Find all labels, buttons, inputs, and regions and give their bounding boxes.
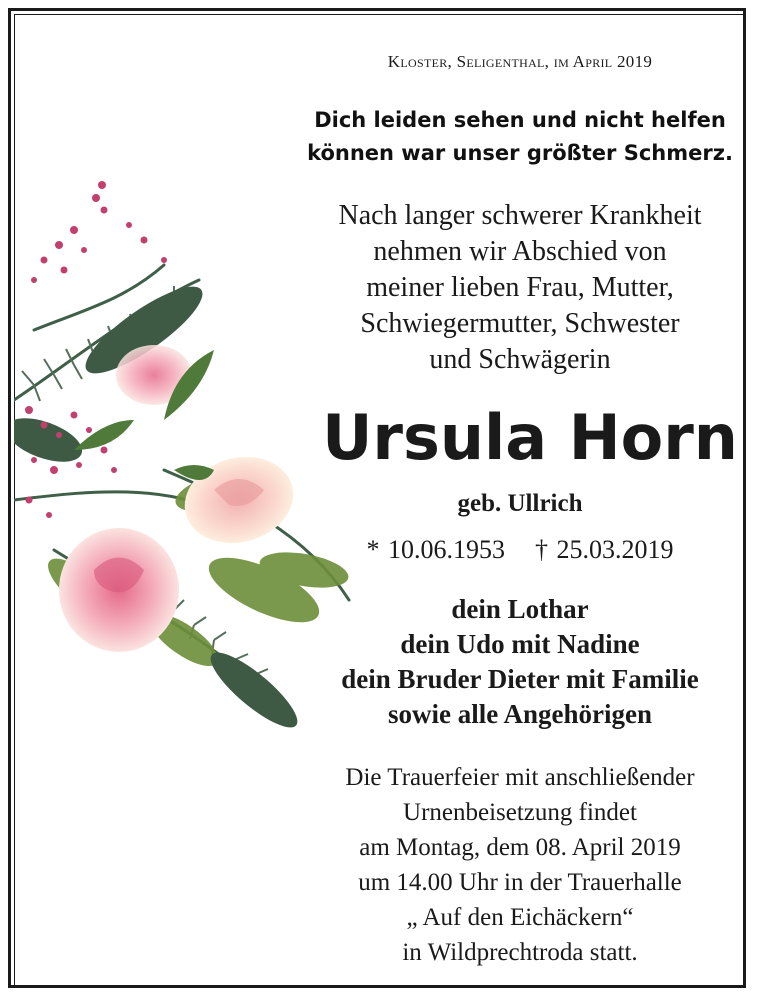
death-date: † 25.03.2019 bbox=[535, 535, 674, 564]
intro-text bbox=[300, 198, 740, 378]
quote bbox=[300, 104, 740, 170]
quote-line: Dich leiden sehen und nicht helfen bbox=[314, 108, 726, 132]
service-line: um 14.00 Uhr in der Trauerhalle bbox=[358, 869, 682, 896]
life-dates bbox=[300, 535, 740, 565]
service-info bbox=[300, 760, 740, 970]
service-line: Die Trauerfeier mit anschließender bbox=[345, 764, 695, 791]
quote-line: können war unser größter Schmerz. bbox=[307, 141, 733, 165]
service-line: Urnenbeisetzung findet bbox=[403, 799, 637, 826]
mourner-line: dein Bruder Dieter mit Familie bbox=[341, 664, 699, 694]
birth-date: * 10.06.1953 bbox=[366, 535, 505, 564]
intro-line: Schwiegermutter, Schwester bbox=[360, 308, 680, 339]
place-date: Kloster, Seligenthal, im April 2019 bbox=[387, 52, 653, 71]
mourner-line: sowie alle Angehörigen bbox=[388, 699, 652, 729]
birth-name: geb. Ullrich bbox=[457, 490, 583, 517]
intro-line: nehmen wir Abschied von bbox=[373, 236, 667, 267]
mourners-list bbox=[300, 592, 740, 732]
service-line: „ Auf den Eichäckern“ bbox=[406, 904, 634, 931]
mourner-line: dein Lothar bbox=[451, 594, 589, 624]
service-line: in Wildprechtroda statt. bbox=[402, 939, 638, 966]
intro-line: meiner lieben Frau, Mutter, bbox=[366, 272, 674, 303]
mourner-line: dein Udo mit Nadine bbox=[400, 629, 640, 659]
deceased-name: Ursula Horn bbox=[322, 401, 738, 474]
service-line: am Montag, dem 08. April 2019 bbox=[359, 834, 681, 861]
intro-line: Nach langer schwerer Krankheit bbox=[338, 200, 702, 231]
intro-line: und Schwägerin bbox=[429, 344, 611, 375]
